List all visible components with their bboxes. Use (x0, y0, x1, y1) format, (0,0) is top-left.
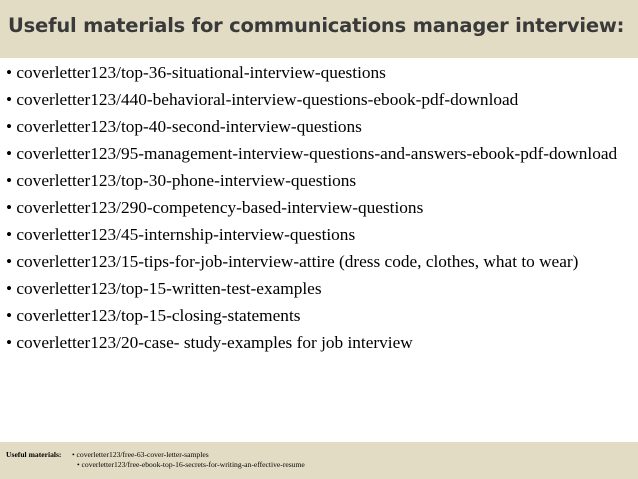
footer-bar (0, 442, 638, 479)
list-item: • coverletter123/top-15-written-test-examples (6, 279, 322, 298)
footer-link: • coverletter123/free-63-cover-letter-samples (72, 450, 209, 459)
materials-list (6, 62, 626, 359)
title-bar (0, 0, 638, 58)
footer-link: • coverletter123/free-ebook-top-16-secrets-for-writing-an-effective-resume (77, 460, 305, 469)
list-item: • coverletter123/top-30-phone-interview-questions (6, 171, 357, 190)
list-item: • coverletter123/45-internship-interview-questions (6, 225, 356, 244)
list-item: • coverletter123/20-case- study-examples for job interview (6, 333, 413, 352)
footer-label: Useful materials: (6, 450, 62, 459)
list-item: • coverletter123/15-tips-for-job-interview-attire (dress code, clothes, what to wear) (6, 252, 579, 271)
list-item: • coverletter123/top-40-second-interview-questions (6, 117, 362, 136)
list-item: • coverletter123/top-15-closing-statements (6, 306, 301, 325)
list-item: • coverletter123/95-management-interview-questions-and-answers-ebook-pdf-download (6, 144, 618, 163)
slide-title: Useful materials for communications manager interview: (8, 14, 625, 37)
footer-links (72, 450, 305, 470)
list-item: • coverletter123/440-behavioral-interview-questions-ebook-pdf-download (6, 90, 519, 109)
list-item: • coverletter123/290-competency-based-interview-questions (6, 198, 424, 217)
list-item: • coverletter123/top-36-situational-interview-questions (6, 63, 386, 82)
